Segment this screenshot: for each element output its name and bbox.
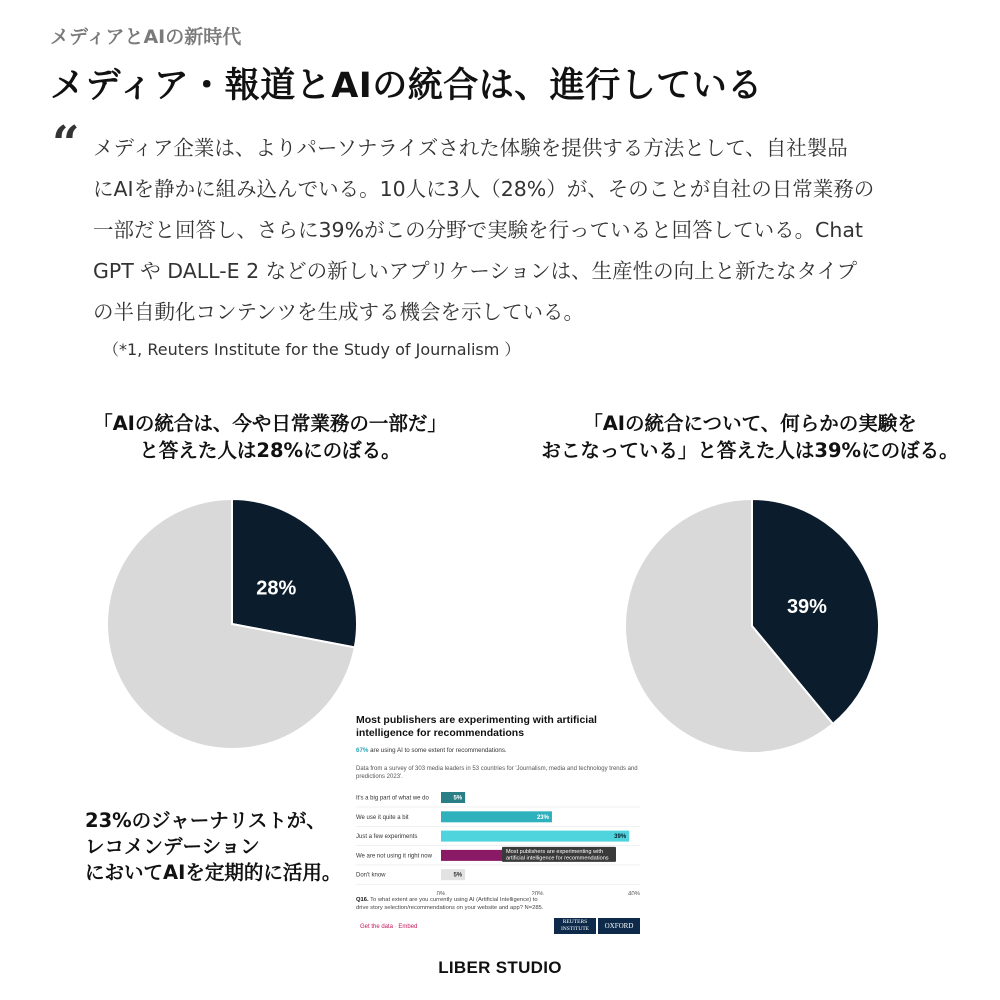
bar-category-label: Don't know [356, 872, 386, 879]
report-figure [350, 712, 646, 940]
caption-line: 「AIの統合について、何らかの実験を [583, 412, 917, 435]
bar-value-label: 5% [453, 795, 463, 802]
figure-links [360, 924, 417, 930]
source-citation: （*1, Reuters Institute for the Study of Journalism ） [103, 340, 521, 359]
journalist-line: レコメンデーション [85, 835, 260, 858]
tooltip-text: artificial intelligence for recommendations [506, 855, 609, 862]
oxford-logo: OXFORD [598, 918, 640, 934]
x-tick-label: 40% [627, 891, 641, 895]
quote-line: の半自動化コンテンツを生成する機会を示している。 [93, 300, 584, 324]
bar-chart [350, 787, 646, 895]
bar-category-label: We are not using it right now [356, 853, 432, 860]
figure-note: Data from a survey of 303 media leaders in 53 countries for 'Journalism, media and technology trends and predictions 2023'. [356, 766, 638, 780]
quote-body [93, 128, 958, 333]
caption-line: おこなっている」と答えた人は39%にのぼる。 [541, 439, 959, 462]
get-data-link[interactable]: Get the data [360, 924, 394, 930]
figure-title: Most publishers are experimenting with artificial intelligence for recommendations [356, 714, 597, 739]
pie-caption-left [60, 410, 480, 464]
journalist-note [85, 808, 341, 886]
embed-link[interactable]: Embed [398, 924, 418, 930]
kicker: メディアとAIの新時代 [50, 26, 242, 48]
bar-category-label: Just a few experiments [356, 834, 418, 841]
quote-line: GPT や DALL-E 2 などの新しいアプリケーションは、生産性の向上と新たなタイプ [93, 259, 858, 283]
quote-mark-icon: “ [52, 116, 80, 172]
pie-caption-right [515, 410, 985, 464]
bar-value-label: 39% [614, 834, 627, 841]
bar-value-label: 23% [536, 814, 549, 821]
x-tick-label: 20% [531, 891, 544, 895]
figure-subtitle-text: are using AI to some extent for recommendations. [368, 747, 507, 754]
reuters-institute-logo [554, 918, 596, 934]
quote-line: にAIを静かに組み込んでいる。10人に3人（28%）が、そのことが自社の日常業務の [93, 177, 875, 201]
logo-line: REUTERS [562, 919, 588, 925]
pie-chart-39 [624, 498, 880, 754]
link-separator: · [393, 924, 399, 930]
figure-subtitle [356, 747, 507, 754]
pie-slice-label: 28% [256, 577, 297, 600]
figure-highlight: 67% [356, 747, 369, 754]
tooltip-text: Most publishers are experimenting with [506, 848, 604, 855]
bar[interactable] [441, 831, 629, 842]
page-title: メディア・報道とAIの統合は、進行している [50, 66, 763, 106]
caption-line: 「AIの統合は、今や日常業務の一部だ」 [93, 412, 447, 435]
question-label: Q16. [356, 897, 369, 903]
caption-line: と答えた人は28%にのぼる。 [139, 439, 401, 462]
quote-line: 一部だと回答し、さらに39%がこの分野で実験を行っていると回答している。Chat [93, 218, 863, 242]
pie-slice-highlight [232, 499, 357, 647]
bar-category-label: It's a big part of what we do [356, 795, 429, 802]
bar[interactable] [441, 811, 552, 822]
bar-category-label: We use it quite a bit [356, 814, 409, 821]
bar-value-label: 5% [453, 872, 463, 879]
x-tick-label: 0% [436, 891, 446, 895]
quote-line: メディア企業は、よりパーソナライズされた体験を提供する方法として、自社製品 [93, 136, 848, 160]
brand-logo: LIBER STUDIO [438, 958, 562, 977]
question-text: To what extent are you currently using AI (Artificial Intelligence) to drive story selection/recommendations on your website and app? N=285. [356, 897, 544, 911]
logo-line: INSTITUTE [560, 926, 590, 932]
figure-question [356, 896, 546, 912]
journalist-line: 23%のジャーナリストが、 [85, 809, 326, 832]
pie-chart-28 [106, 498, 358, 750]
pie-slice-label: 39% [786, 596, 827, 619]
journalist-line: においてAIを定期的に活用。 [85, 861, 342, 884]
